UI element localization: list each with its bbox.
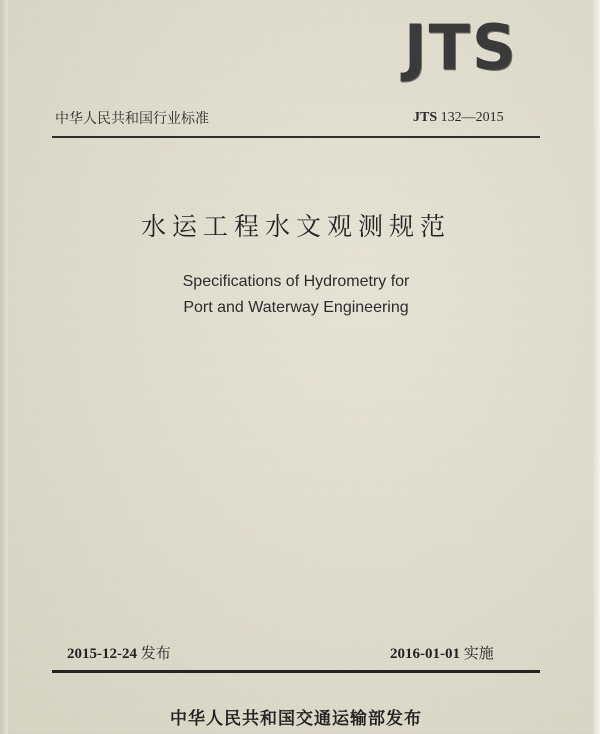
top-divider bbox=[52, 136, 540, 138]
publisher: 中华人民共和国交通运输部发布 bbox=[170, 709, 422, 729]
jts-logo: JTS bbox=[404, 11, 518, 84]
cover-right-edge bbox=[593, 0, 600, 734]
implementation-date-label: 实施 bbox=[460, 646, 494, 662]
issue-date-value: 2015-12-24 bbox=[67, 646, 137, 662]
cover-left-edge bbox=[0, 0, 8, 734]
title-chinese: 水运工程水文观测规范 bbox=[140, 212, 451, 241]
bottom-divider bbox=[52, 670, 540, 673]
standard-category: 中华人民共和国行业标准 bbox=[55, 111, 209, 127]
issue-date-label: 发布 bbox=[137, 646, 171, 662]
issue-date bbox=[67, 642, 171, 663]
title-english-line1: Specifications of Hydrometry for bbox=[182, 273, 410, 290]
standard-code bbox=[413, 110, 504, 126]
standard-code-number: 132—2015 bbox=[437, 110, 504, 125]
implementation-date-value: 2016-01-01 bbox=[390, 646, 460, 662]
standard-code-prefix: JTS bbox=[413, 110, 438, 125]
title-english-line2: Port and Waterway Engineering bbox=[183, 299, 409, 316]
implementation-date bbox=[390, 642, 494, 663]
